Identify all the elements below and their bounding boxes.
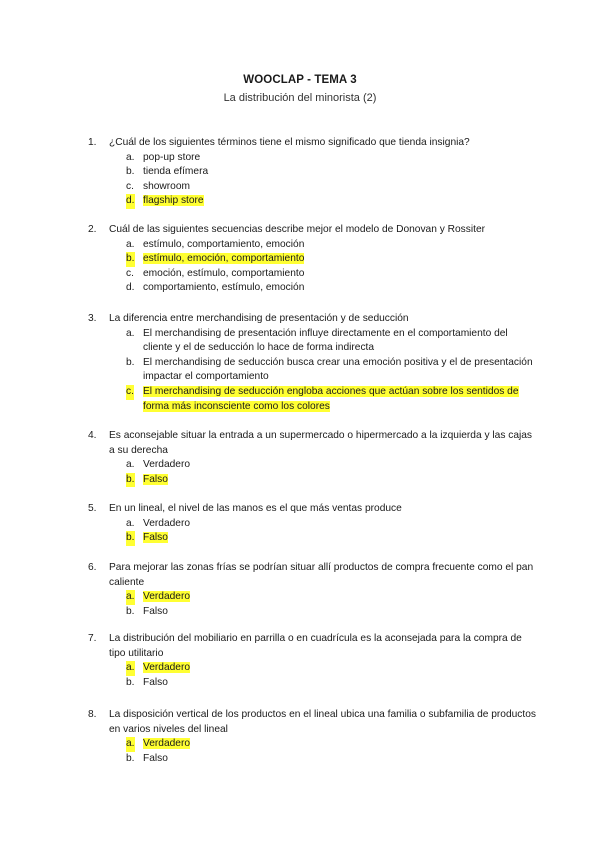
option-list xyxy=(126,661,538,690)
option-text: estímulo, comportamiento, emoción xyxy=(143,238,305,250)
option-list xyxy=(126,327,538,415)
option-letter: b. xyxy=(126,356,135,368)
option xyxy=(126,676,538,691)
option-correct xyxy=(126,590,538,605)
option xyxy=(126,752,538,767)
option-text: flagship store xyxy=(143,195,204,207)
option-letter: a. xyxy=(126,151,135,163)
option-text: El merchandising de presentación influye directamente en el comportamiento del cliente y el de seducción lo hace de forma indirecta xyxy=(143,327,508,354)
option-text: El merchandising de seducción engloba acciones que actúan sobre los sentidos de forma más inconsciente como los colores xyxy=(143,385,519,412)
question-text: La distribución del mobiliario en parrilla o en cuadrícula es la aconsejada para la compra de tipo utilitario xyxy=(109,633,522,659)
question-8 xyxy=(88,708,538,766)
option-text: Falso xyxy=(143,752,168,764)
option-correct xyxy=(126,194,538,209)
option-correct xyxy=(126,531,538,546)
option-text: Verdadero xyxy=(143,591,191,603)
option-letter: c. xyxy=(126,385,134,400)
question-3 xyxy=(88,312,538,414)
question-number: 3. xyxy=(88,313,97,324)
option xyxy=(126,356,538,385)
option xyxy=(126,238,538,253)
option-text: Falso xyxy=(143,676,168,688)
question-2 xyxy=(88,223,538,296)
option xyxy=(126,605,538,620)
question-number: 1. xyxy=(88,137,97,148)
option-letter: d. xyxy=(126,194,135,209)
option-letter: b. xyxy=(126,752,135,764)
option-list xyxy=(126,151,538,209)
question-7 xyxy=(88,632,538,690)
option-letter: a. xyxy=(126,238,135,250)
question-4 xyxy=(88,429,538,487)
option-letter: b. xyxy=(126,676,135,688)
option xyxy=(126,458,538,473)
option-letter: b. xyxy=(126,531,135,546)
option-text: Verdadero xyxy=(143,738,191,750)
question-number: 8. xyxy=(88,709,97,720)
option-text: emoción, estímulo, comportamiento xyxy=(143,267,305,279)
option-list xyxy=(126,737,538,766)
option xyxy=(126,180,538,195)
option-letter: b. xyxy=(126,252,135,267)
option-correct xyxy=(126,661,538,676)
question-text: La disposición vertical de los productos en el lineal ubica una familia o subfamilia de productos en varios niveles del lineal xyxy=(109,709,536,735)
option-text: tienda efímera xyxy=(143,166,209,178)
option-list xyxy=(126,517,538,546)
option xyxy=(126,165,538,180)
option-text: showroom xyxy=(143,180,190,192)
option-list xyxy=(126,590,538,619)
question-number: 7. xyxy=(88,633,97,644)
option-text: Verdadero xyxy=(143,662,191,674)
option-list xyxy=(126,238,538,296)
option-correct xyxy=(126,385,538,414)
question-text: Es aconsejable situar la entrada a un supermercado o hipermercado a la izquierda y las cajas a su derecha xyxy=(109,430,533,456)
option xyxy=(126,267,538,282)
option-letter: b. xyxy=(126,605,135,617)
option xyxy=(126,327,538,356)
option-letter: a. xyxy=(126,737,135,752)
option-text: Falso xyxy=(143,532,168,544)
option-letter: a. xyxy=(126,590,135,605)
option-text: comportamiento, estímulo, emoción xyxy=(143,282,305,294)
question-text: Para mejorar las zonas frías se podrían situar allí productos de compra frecuente como el pan caliente xyxy=(109,562,534,588)
option-text: El merchandising de seducción busca crear una emoción positiva y el de presentación impactar el comportamiento xyxy=(143,356,533,383)
option-text: estímulo, emoción, comportamiento xyxy=(143,253,305,265)
question-number: 4. xyxy=(88,430,97,441)
option-correct xyxy=(126,737,538,752)
option-letter: c. xyxy=(126,180,134,192)
option-letter: a. xyxy=(126,459,135,471)
option-correct xyxy=(126,473,538,488)
option-text: Falso xyxy=(143,473,168,485)
question-text: Cuál de las siguientes secuencias describe mejor el modelo de Donovan y Rossiter xyxy=(109,224,486,235)
question-text: En un lineal, el nivel de las manos es el que más ventas produce xyxy=(109,503,402,514)
option-text: Verdadero xyxy=(143,459,191,471)
option xyxy=(126,151,538,166)
option-letter: a. xyxy=(126,517,135,529)
question-number: 5. xyxy=(88,503,97,514)
option xyxy=(126,517,538,532)
question-number: 6. xyxy=(88,562,97,573)
question-5 xyxy=(88,502,538,546)
option-letter: b. xyxy=(126,473,135,488)
option xyxy=(126,281,538,296)
option-correct xyxy=(126,252,538,267)
option-list xyxy=(126,458,538,487)
option-text: Verdadero xyxy=(143,517,191,529)
option-letter: a. xyxy=(126,661,135,676)
option-letter: d. xyxy=(126,282,135,294)
option-text: pop-up store xyxy=(143,151,201,163)
document-title: WOOCLAP - TEMA 3 xyxy=(243,74,357,86)
option-text: Falso xyxy=(143,605,168,617)
question-1 xyxy=(88,136,538,209)
question-text: La diferencia entre merchandising de presentación y de seducción xyxy=(109,313,409,324)
document-subtitle: La distribución del minorista (2) xyxy=(223,92,377,104)
question-number: 2. xyxy=(88,224,97,235)
question-6 xyxy=(88,561,538,619)
option-letter: b. xyxy=(126,166,135,178)
option-letter: c. xyxy=(126,267,134,279)
option-letter: a. xyxy=(126,327,135,339)
question-text: ¿Cuál de los siguientes términos tiene el mismo significado que tienda insignia? xyxy=(109,137,470,148)
